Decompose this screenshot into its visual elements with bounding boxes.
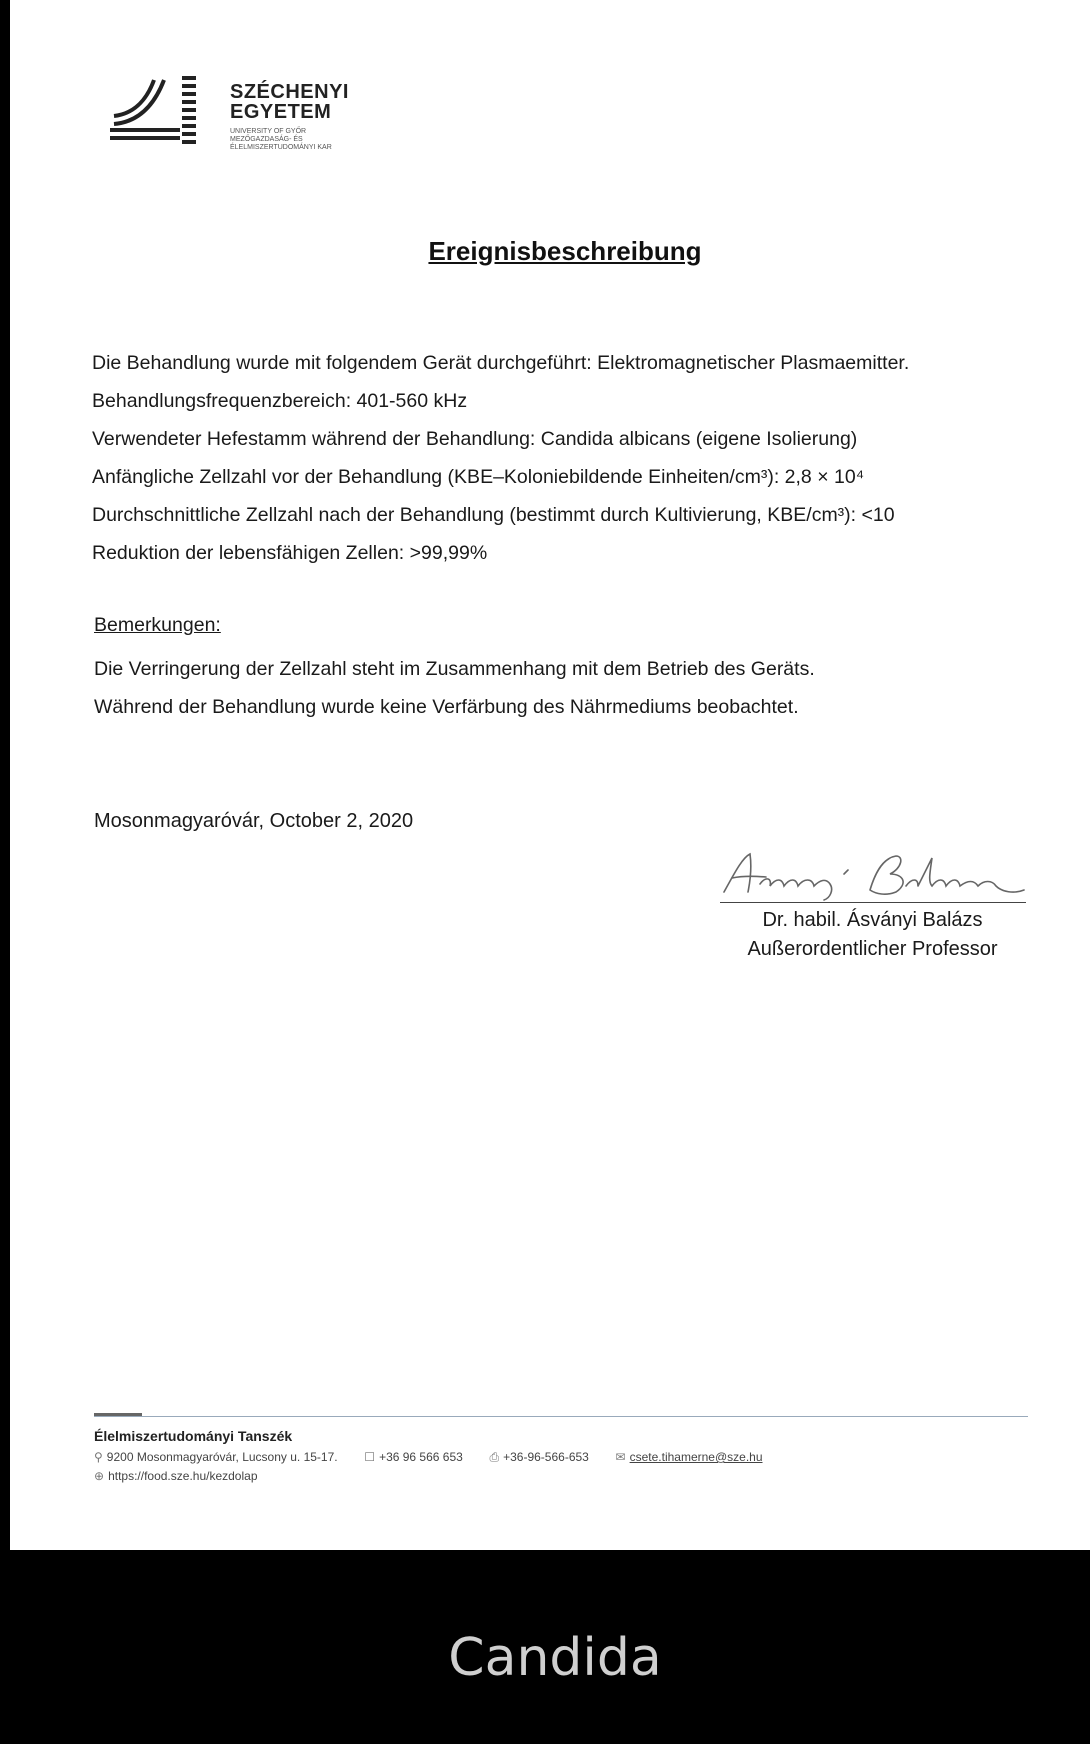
place-date: Mosonmagyaróvár, October 2, 2020 (94, 810, 414, 832)
logo-faculty-line1: MEZŐGAZDASÁG- ÉS (230, 136, 303, 143)
logo-title-line1: SZÉCHENYI (230, 81, 349, 103)
footer-department: Élelmiszertudományi Tanszék (94, 1428, 293, 1444)
report-line-final-count: Durchschnittliche Zellzahl nach der Behandlung (bestimmt durch Kultivierung, KBE/cm³): <10 (92, 504, 895, 526)
signer-name: Dr. habil. Ásványi Balázs (762, 909, 983, 931)
remarks-heading: Bemerkungen: (94, 614, 221, 636)
phone-icon: ☐ (364, 1450, 376, 1464)
footer-rule (94, 1416, 1028, 1417)
logo-faculty-line2: ÉLELMISZERTUDOMÁNYI KAR (230, 144, 332, 151)
university-logo (110, 76, 410, 166)
report-lines (92, 344, 1052, 572)
signature-line (720, 902, 1026, 903)
footer-phone: +36 96 566 653 (379, 1450, 463, 1464)
footer-address: 9200 Mosonmagyaróvár, Lucsony u. 15-17. (106, 1450, 338, 1464)
document-page (10, 0, 1090, 1550)
document-title: Ereignisbeschreibung (428, 236, 702, 266)
location-pin-icon: ⚲ (94, 1450, 103, 1464)
fax-icon: ⎙ (489, 1450, 500, 1464)
footer-contact-row (94, 1450, 763, 1465)
signer-block (700, 906, 1045, 964)
university-emblem-icon (110, 76, 220, 146)
footer-email-link[interactable]: csete.tihamerne@sze.hu (629, 1450, 763, 1464)
report-line-strain: Verwendeter Hefestamm während der Behandlung: Candida albicans (eigene Isolierung) (92, 428, 858, 450)
footer-website-link[interactable]: https://food.sze.hu/kezdolap (108, 1469, 258, 1483)
report-line-frequency: Behandlungsfrequenzbereich: 401-560 kHz (92, 390, 468, 412)
footer-website-row (94, 1469, 258, 1483)
footer-fax: +36-96-566-653 (503, 1450, 589, 1464)
logo-subtitle-block (230, 128, 370, 152)
handwritten-signature (720, 844, 1030, 904)
report-line-initial-count: Anfängliche Zellzahl vor der Behandlung (KBE–Koloniebildende Einheiten/cm³): 2,8 × 10⁴ (92, 466, 865, 488)
remark-line: Während der Behandlung wurde keine Verfärbung des Nährmediums beobachtet. (94, 696, 799, 718)
image-caption: Candida (448, 1628, 662, 1688)
signer-title: Außerordentlicher Professor (747, 938, 998, 960)
remark-line: Die Verringerung der Zellzahl steht im Zusammenhang mit dem Betrieb des Geräts. (94, 658, 815, 680)
email-icon: ✉ (615, 1450, 626, 1464)
globe-icon: ⊕ (94, 1469, 105, 1483)
logo-title (230, 82, 349, 122)
report-line-reduction: Reduktion der lebensfähigen Zellen: >99,99% (92, 542, 488, 564)
logo-title-line2: EGYETEM (230, 101, 332, 123)
remarks-block (94, 650, 1054, 726)
logo-subtitle: UNIVERSITY OF GYŐR (230, 128, 307, 135)
report-line-device: Die Behandlung wurde mit folgendem Gerät durchgeführt: Elektromagnetischer Plasmaemitter. (92, 352, 910, 374)
